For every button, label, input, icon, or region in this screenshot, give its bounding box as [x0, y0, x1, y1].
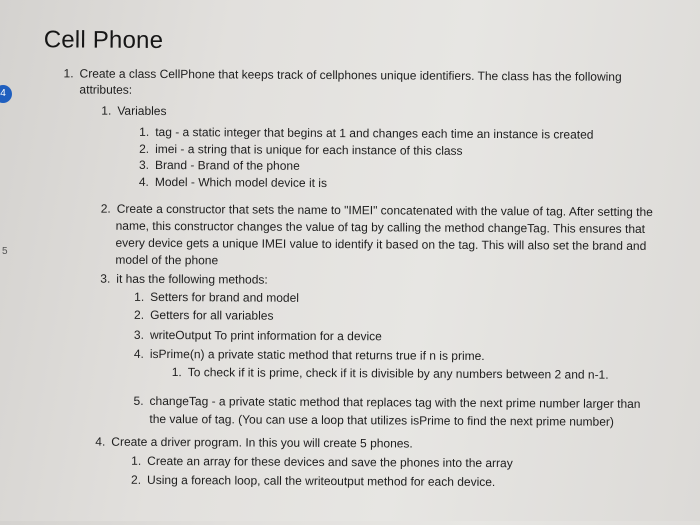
list-item [101, 104, 166, 118]
list-number: 3. [133, 327, 145, 342]
list-text: Create a constructor that sets the name to "IMEI" concatenated with the value of tag. After setting the [116, 201, 653, 219]
list-number: 1. [63, 66, 74, 81]
list-item [149, 412, 614, 429]
list-text: To check if it is prime, check if it is divisible by any numbers between 2 and n-1. [187, 365, 609, 382]
list-number: 1. [101, 103, 112, 118]
list-text: Getters for all variables [150, 307, 274, 323]
list-number: 2. [134, 307, 145, 322]
list-text: Create a driver program. In this you will create 5 phones. [111, 434, 413, 451]
list-text: tag - a static integer that begins at 1 and changes each time an instance is created [155, 124, 594, 142]
list-text: writeOutput To print information for a device [149, 327, 382, 344]
page-title: Cell Phone [43, 26, 164, 54]
list-text: name, this constructor changes the value of tag by calling the method changeTag. This ensures that [115, 218, 646, 236]
list-number: 1. [171, 365, 182, 380]
list-number: 3. [100, 271, 111, 286]
list-number: 1. [139, 124, 150, 139]
list-number: 4. [95, 434, 106, 449]
list-number: 2. [131, 472, 142, 487]
list-item [134, 394, 641, 411]
list-item [134, 328, 382, 344]
list-text: Create a class CellPhone that keeps track of cellphones unique identifiers. The class has the following [79, 66, 622, 84]
list-item [131, 454, 513, 470]
list-text: Using a foreach loop, call the writeoutput method for each device. [147, 472, 496, 490]
list-number: 4. [138, 174, 149, 189]
list-text: Variables [117, 103, 167, 119]
list-text: Create an array for these devices and save the phones into the array [147, 453, 513, 471]
list-item [115, 253, 218, 268]
list-text: every device gets a unique IMEI value to identify it based on the tag. This will also set the brand and [115, 235, 647, 253]
list-item [139, 175, 327, 190]
list-item [100, 272, 268, 287]
list-text: model of the phone [115, 252, 219, 268]
list-text: it has the following methods: [116, 271, 268, 287]
list-item [95, 435, 413, 451]
list-item [101, 202, 653, 219]
list-item [134, 347, 485, 363]
list-item [139, 142, 463, 158]
list-text: the value of tag. (You can use a loop that utilizes isPrime to find the next prime number) [149, 411, 614, 429]
list-text: Model - Which model device it is [154, 174, 328, 191]
list-item [134, 290, 299, 305]
list-number: 3. [138, 157, 150, 172]
list-text: changeTag - a private static method that replaces tag with the next prime number larger than [149, 393, 641, 411]
list-number: 2. [100, 201, 111, 216]
list-number: 4. [133, 346, 144, 361]
list-text: isPrime(n) a private static method that returns true if n is prime. [149, 346, 485, 363]
edge-mark: 5 [2, 246, 8, 257]
list-number: 1. [131, 453, 142, 468]
list-item [64, 66, 622, 83]
list-item [116, 219, 646, 236]
list-item [115, 236, 646, 253]
list-number: 1. [134, 289, 145, 304]
list-text: Setters for brand and model [150, 289, 300, 305]
list-text: Brand - Brand of the phone [154, 157, 300, 173]
notification-badge: 4 [0, 85, 12, 103]
list-text: imei - a string that is unique for each instance of this class [155, 141, 463, 158]
list-item [172, 365, 609, 382]
list-number: 5. [133, 393, 144, 408]
list-number: 2. [139, 141, 150, 156]
list-text: attributes: [79, 82, 133, 97]
list-item [139, 125, 593, 142]
list-item [134, 308, 273, 323]
list-item [131, 473, 495, 489]
list-item [79, 82, 132, 96]
list-item [139, 158, 300, 173]
